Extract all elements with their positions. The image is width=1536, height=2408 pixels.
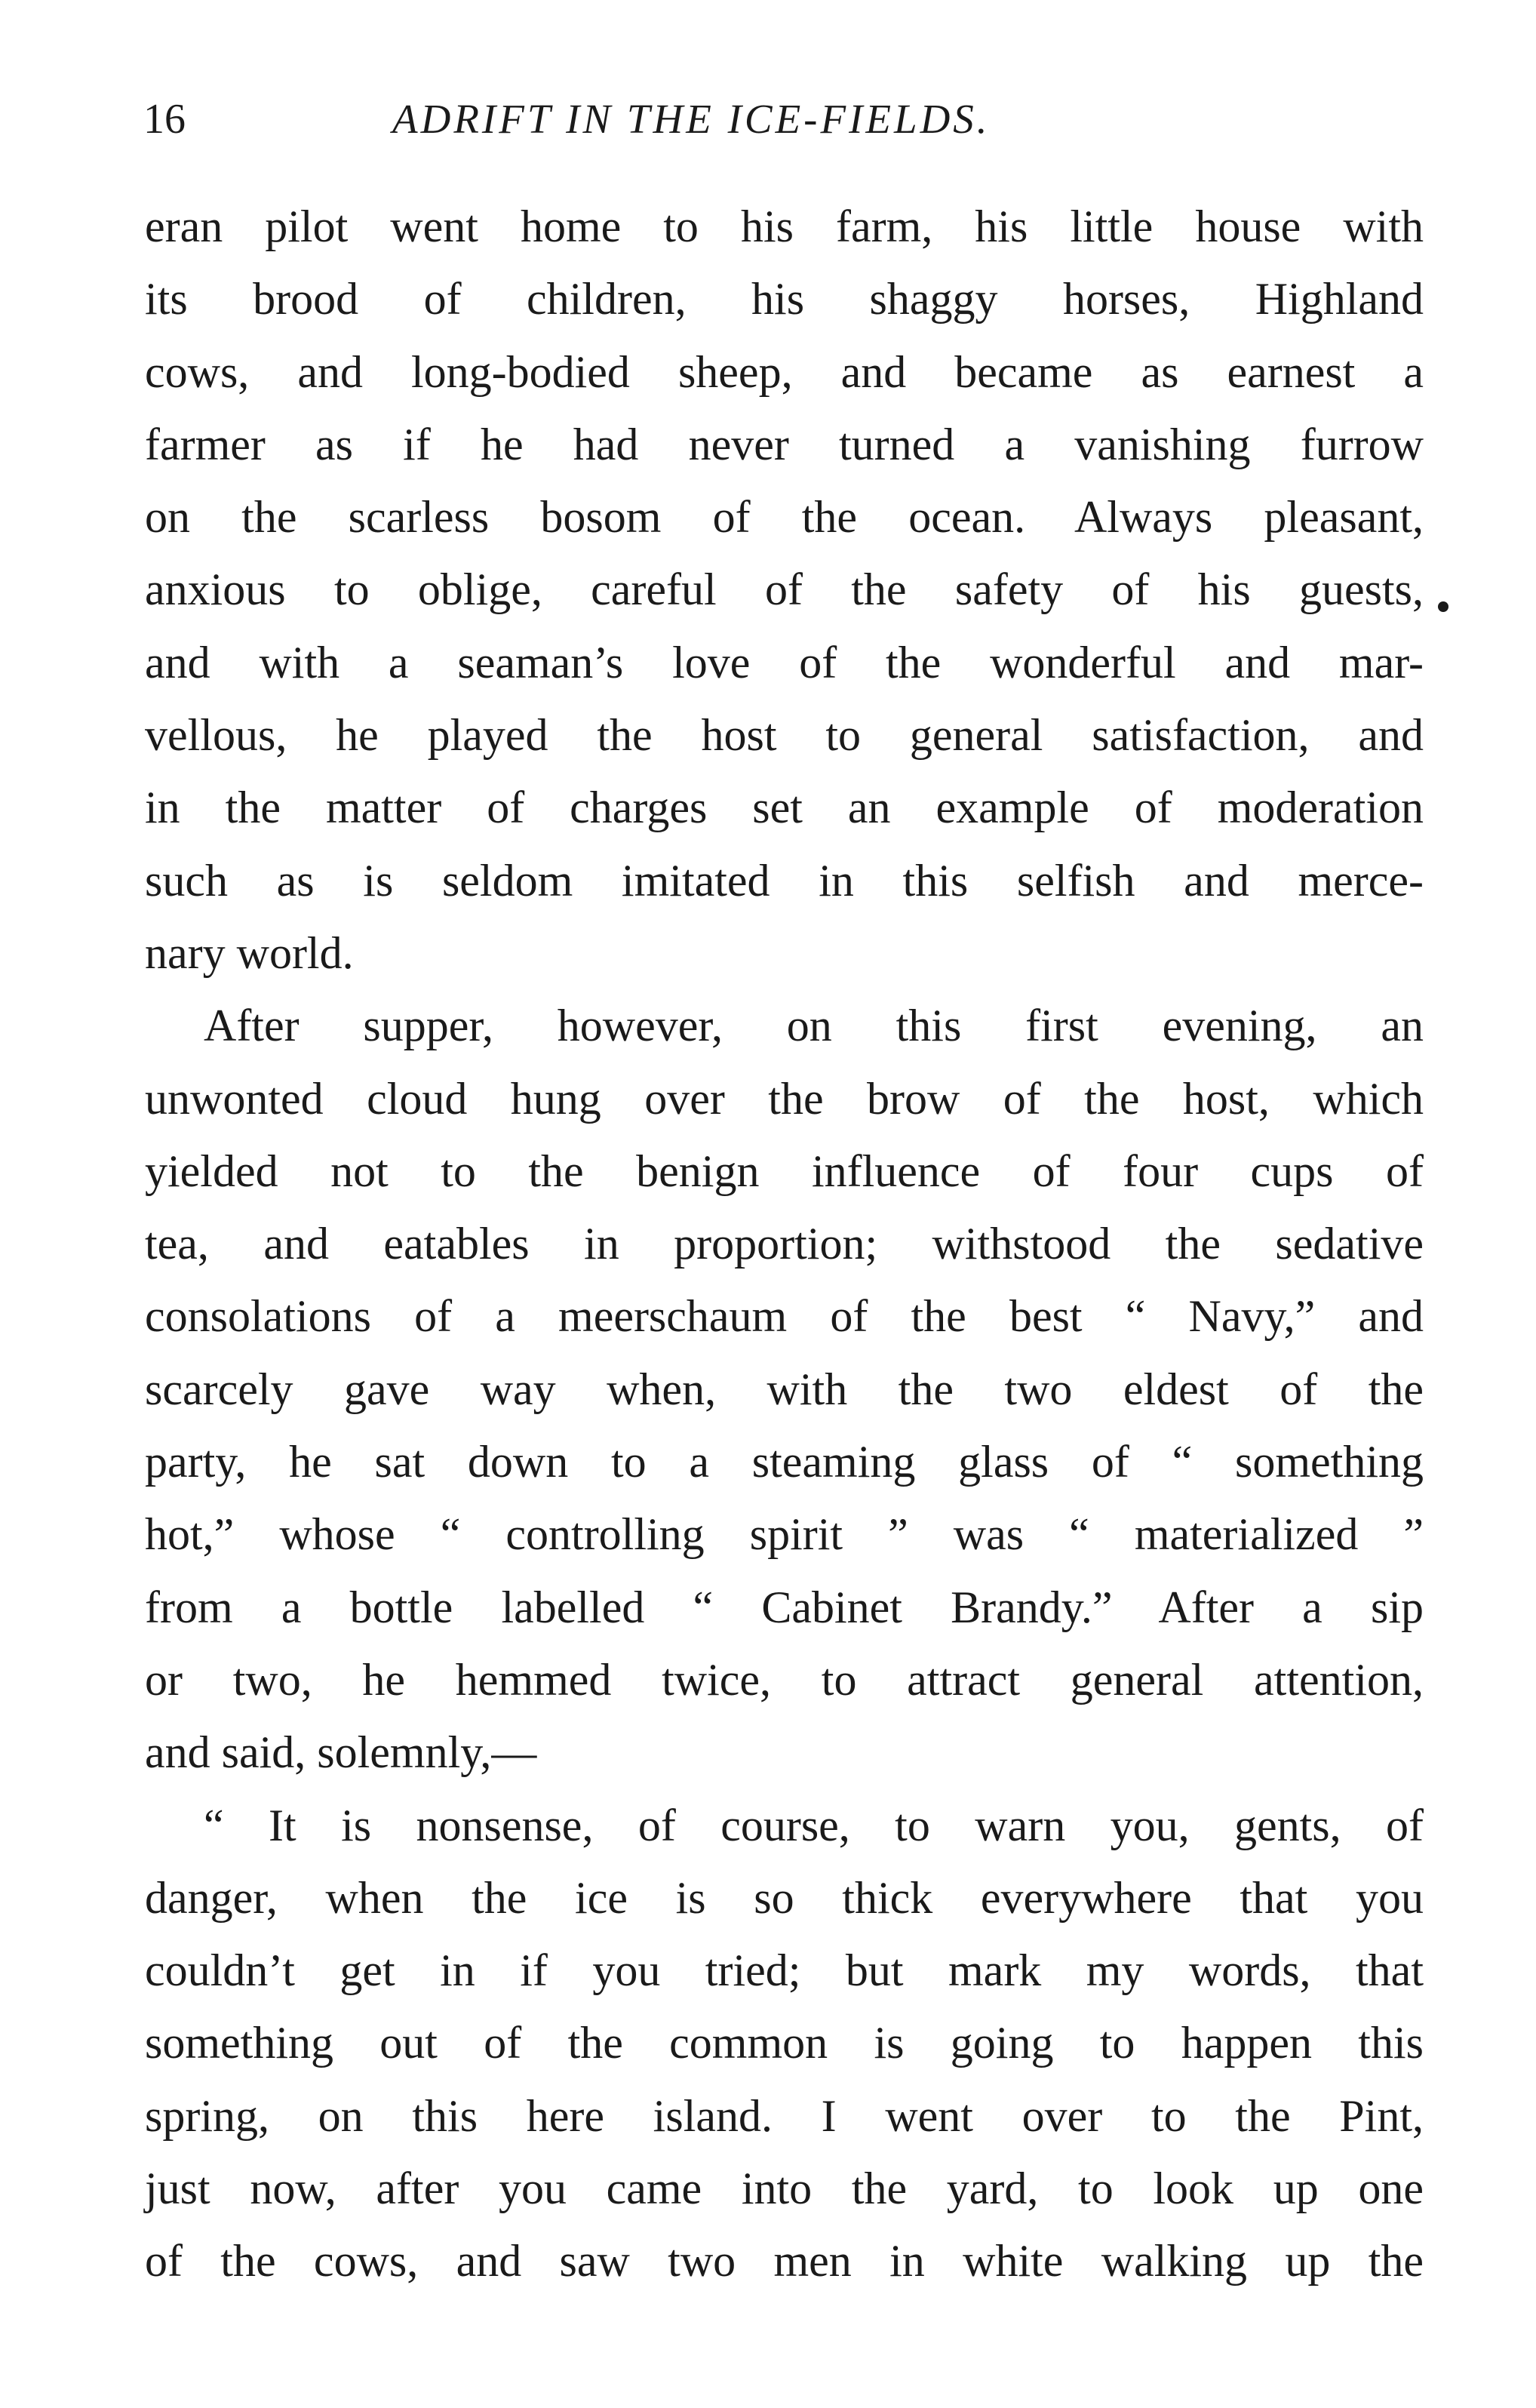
text-line: from a bottle labelled “ Cabinet Brandy.” After a sip [145,1582,1424,1632]
text-line: farmer as if he had never turned a vanishing furrow [145,419,1424,469]
text-line: and said, solemnly,— [145,1727,537,1778]
text-line: just now, after you came into the yard, to look up one [145,2164,1424,2214]
text-line: and with a seaman’s love of the wonderful and mar- [145,637,1424,687]
paragraph-1 [145,190,1424,989]
text-line: “ It is nonsense, of course, to warn you, gents, of [204,1800,1424,1850]
page-number: 16 [143,96,186,143]
text-line: danger, when the ice is so thick everywhere that you [145,1872,1424,1923]
text-line: in the matter of charges set an example of moderation [145,783,1424,833]
text-line: yielded not to the benign influence of four cups of [145,1146,1424,1196]
text-line: tea, and eatables in proportion; withstood the sedative [145,1219,1424,1269]
text-line: something out of the common is going to happen this [145,2018,1424,2068]
body-text [145,190,1424,2298]
text-line: scarcely gave way when, with the two eldest of the [145,1364,1424,1414]
text-line: unwonted cloud hung over the brow of the host, which [145,1073,1424,1124]
text-line: After supper, however, on this first evening, an [204,1001,1424,1051]
page-header [143,89,1426,149]
text-line: its brood of children, his shaggy horses, Highland [145,274,1424,324]
text-line: eran pilot went home to his farm, his little house with [145,201,1424,251]
text-line: vellous, he played the host to general satisfaction, and [145,710,1424,761]
text-line: anxious to oblige, careful of the safety of his guests, [145,564,1424,615]
text-line: cows, and long-bodied sheep, and became as earnest a [145,346,1424,397]
text-line: nary world. [145,927,354,978]
text-line: couldn’t get in if you tried; but mark my words, that [145,1945,1424,1996]
text-line: or two, he hemmed twice, to attract general attention, [145,1654,1424,1705]
paragraph-2 [145,989,1424,1788]
text-line: such as is seldom imitated in this selfish and merce- [145,855,1424,906]
text-line: spring, on this here island. I went over to the Pint, [145,2090,1424,2141]
paragraph-3 [145,1789,1424,2298]
text-line: on the scarless bosom of the ocean. Always pleasant, [145,492,1424,543]
text-line: consolations of a meerschaum of the best “ Navy,” and [145,1291,1424,1342]
ink-spot-mark [1438,601,1448,612]
text-line: party, he sat down to a steaming glass of “ something [145,1437,1424,1487]
text-line: of the cows, and saw two men in white walking up the [145,2236,1424,2287]
text-line: hot,” whose “ controlling spirit ” was “ materialized ” [145,1509,1424,1560]
running-title: ADRIFT IN THE ICE-FIELDS. [392,96,991,142]
